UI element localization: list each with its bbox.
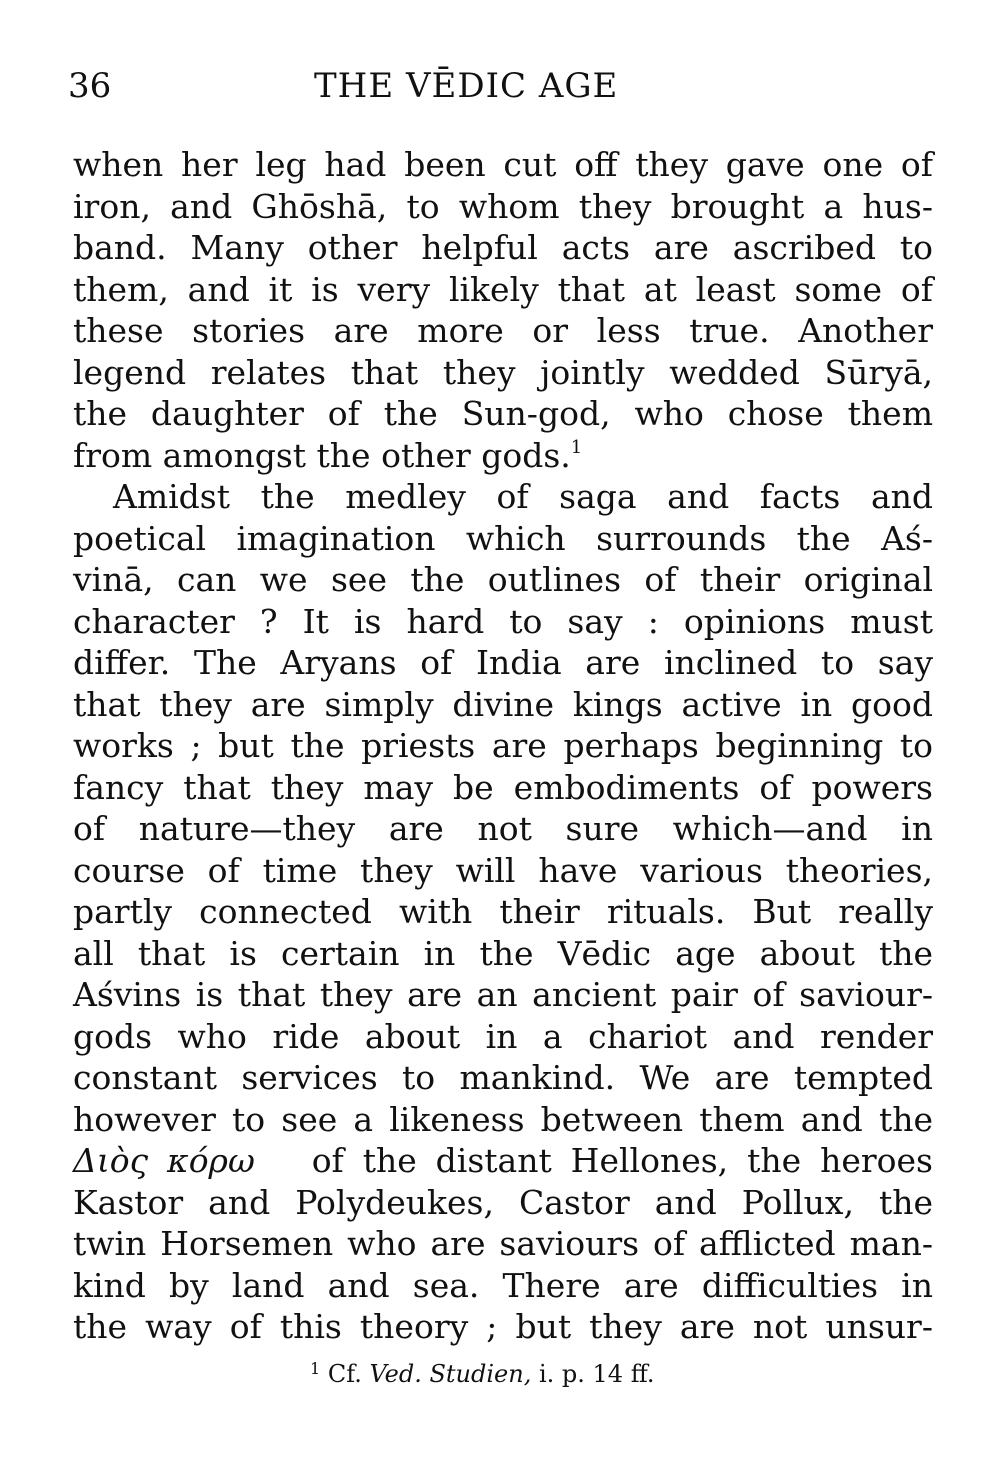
- footnote-prefix: Cf.: [327, 1360, 362, 1388]
- text-line: the daughter of the Sun-god, who chose them: [73, 394, 933, 433]
- text-line: twin Horsemen who are saviours of afflicted man-: [73, 1224, 933, 1263]
- footnote-reference: 1: [570, 436, 583, 458]
- text-line: all that is certain in the Vēdic age about the: [73, 933, 933, 973]
- text-line: partly connected with their rituals. But really: [73, 892, 933, 931]
- text-line: these stories are more or less true. Another: [73, 311, 933, 350]
- page-number: 36: [68, 66, 112, 106]
- footnote-suffix: i. p. 14 ff.: [538, 1360, 655, 1388]
- text-line-paragraph-start: Amidst the medley of saga and facts and: [113, 477, 933, 516]
- text-line-content: from amongst the other gods.: [73, 435, 571, 475]
- text-line: kind by land and sea. There are difficulties in: [73, 1265, 933, 1305]
- text-line-with-greek: [73, 1140, 933, 1182]
- text-line: that they are simply divine kings active in good: [73, 684, 933, 724]
- text-line: them, and it is very likely that at least some of: [73, 269, 933, 309]
- text-line: the way of this theory ; but they are not unsur-: [73, 1307, 933, 1346]
- footnote-title: Ved. Studien,: [369, 1360, 532, 1388]
- text-line: character ? It is hard to say : opinions must: [73, 601, 933, 641]
- text-line-content: of the distant Hellones, the heroes: [311, 1141, 933, 1180]
- text-line: differ. The Aryans of India are inclined to say: [73, 643, 933, 682]
- text-line: vinā, can we see the outlines of their original: [73, 560, 933, 599]
- footnote-marker: 1: [310, 1359, 321, 1378]
- footnote: [310, 1360, 655, 1388]
- text-line: however to see a likeness between them and the: [73, 1099, 933, 1139]
- text-line: poetical imagination which surrounds the Aś-: [73, 518, 933, 558]
- text-line: when her leg had been cut off they gave one of: [73, 145, 933, 184]
- text-line: of nature—they are not sure which—and in: [73, 809, 933, 848]
- body-text: [73, 144, 933, 1348]
- text-line: works ; but the priests are perhaps beginning to: [73, 726, 933, 765]
- text-line: Aśvins is that they are an ancient pair of saviour-: [73, 975, 933, 1014]
- text-line: constant services to mankind. We are tempted: [73, 1058, 933, 1097]
- text-line-paragraph-end: [73, 435, 933, 477]
- text-line: course of time they will have various theories,: [73, 850, 933, 890]
- text-line: fancy that they may be embodiments of powers: [73, 767, 933, 807]
- greek-phrase: Διὸς κόρω: [73, 1141, 255, 1180]
- text-line: Kastor and Polydeukes, Castor and Pollux, the: [73, 1182, 933, 1222]
- text-line: legend relates that they jointly wedded Sūryā,: [73, 352, 933, 392]
- page-header: [68, 66, 928, 116]
- running-title: THE VĒDIC AGE: [314, 66, 619, 106]
- text-line: iron, and Ghōshā, to whom they brought a hus-: [73, 186, 933, 226]
- text-line: band. Many other helpful acts are ascribed to: [73, 228, 933, 267]
- text-line: gods who ride about in a chariot and render: [73, 1016, 933, 1056]
